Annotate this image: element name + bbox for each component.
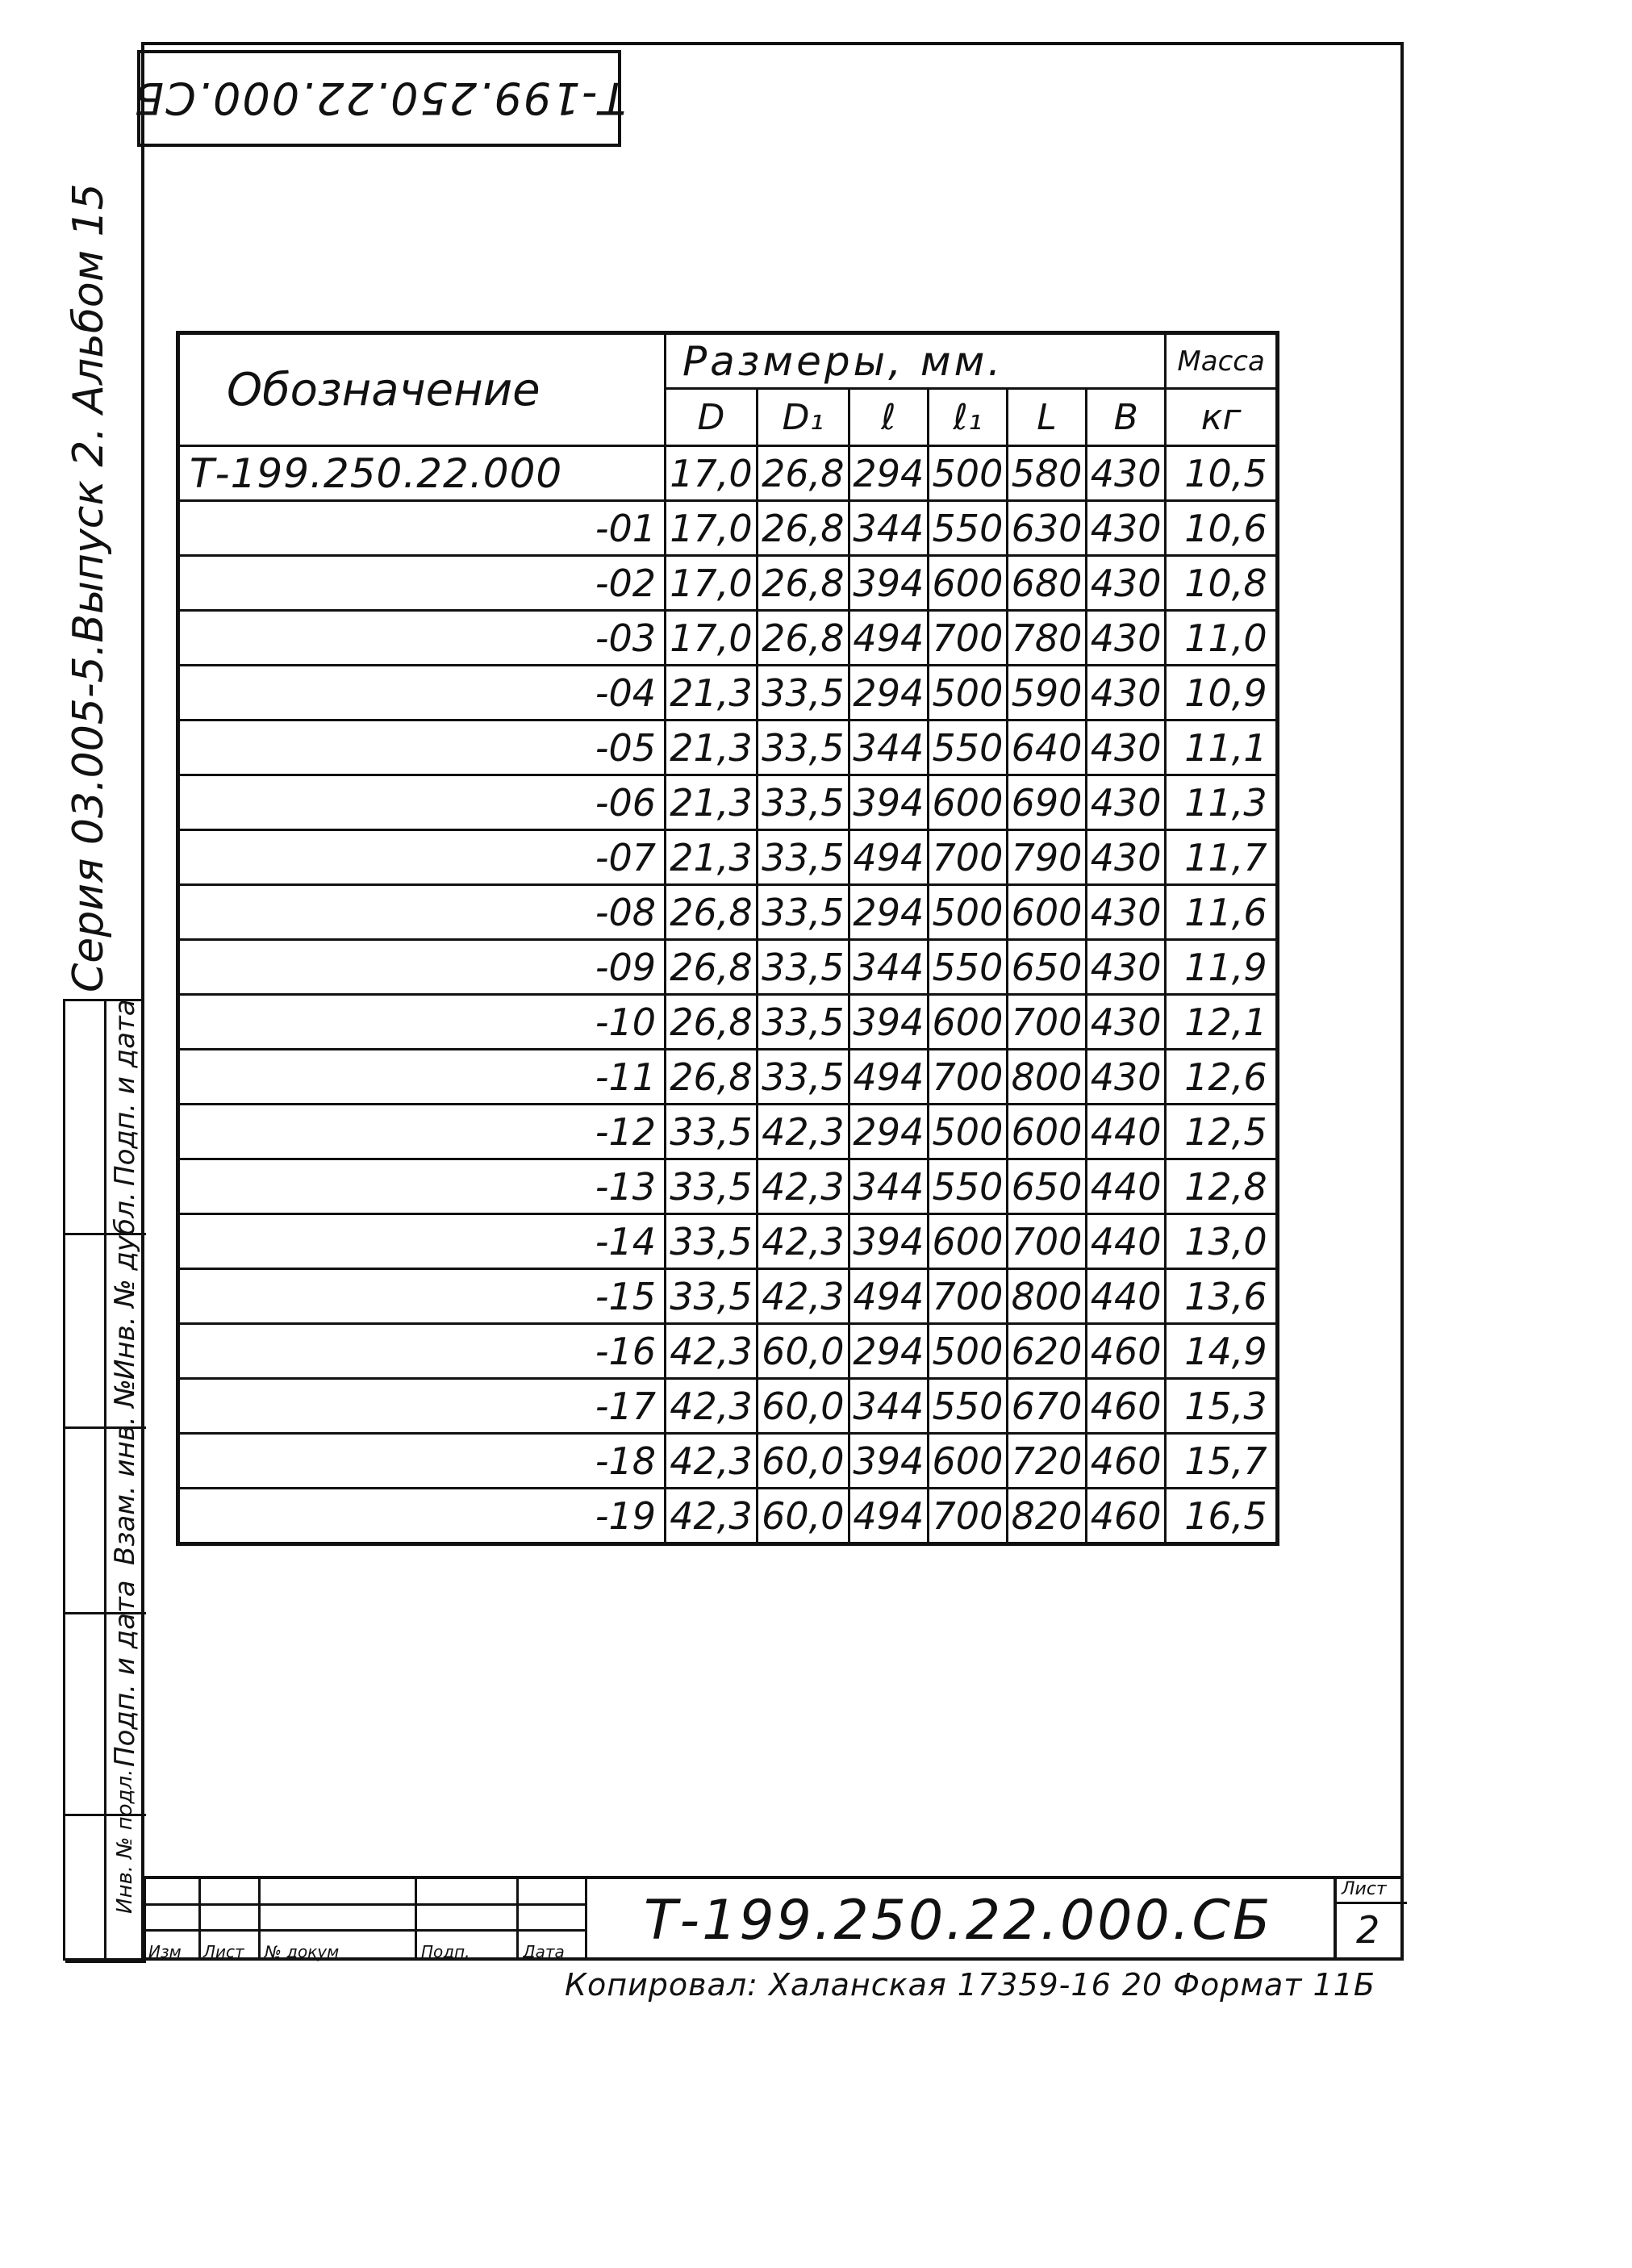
cell-l1: 700 <box>928 1269 1007 1324</box>
cell-m: 13,6 <box>1166 1269 1278 1324</box>
side-label-sign-date-2: Подп. и дата <box>109 1580 141 1767</box>
cell-l: 580 <box>1008 446 1087 501</box>
table-row <box>178 556 1278 611</box>
cell-d1: 42,3 <box>757 1159 849 1214</box>
table-row <box>178 611 1278 666</box>
cell-l: 294 <box>849 446 928 501</box>
cell-l: 600 <box>1008 885 1087 940</box>
cell-m: 10,6 <box>1166 501 1278 556</box>
table-row <box>178 1324 1278 1379</box>
table-row <box>178 1489 1278 1544</box>
cell-l1: 500 <box>928 446 1007 501</box>
cell-m: 12,6 <box>1166 1050 1278 1105</box>
cell-l: 344 <box>849 940 928 995</box>
cell-b: 430 <box>1087 1050 1166 1105</box>
sheet-label: Лист <box>1342 1879 1387 1899</box>
designation-cell: -05 <box>178 720 666 775</box>
cell-d1: 26,8 <box>757 501 849 556</box>
cell-l: 650 <box>1008 940 1087 995</box>
cell-l: 344 <box>849 1159 928 1214</box>
cell-m: 10,5 <box>1166 446 1278 501</box>
cell-d1: 42,3 <box>757 1269 849 1324</box>
cell-d1: 42,3 <box>757 1214 849 1269</box>
side-label-dup-inv: Инв. № дубл. <box>109 1192 141 1380</box>
label-doc-no: № докум <box>265 1942 340 1961</box>
top-code-text: Т-199.250.22.000.СБ <box>132 73 626 124</box>
cell-d: 33,5 <box>666 1214 758 1269</box>
designation-cell: -12 <box>178 1105 666 1159</box>
cell-l1: 500 <box>928 885 1007 940</box>
cell-l: 494 <box>849 830 928 885</box>
cell-d: 42,3 <box>666 1379 758 1434</box>
designation-cell: -16 <box>178 1324 666 1379</box>
cell-d: 33,5 <box>666 1105 758 1159</box>
top-code-stamp <box>132 50 626 147</box>
table-row <box>178 1050 1278 1105</box>
designation-cell: -01 <box>178 501 666 556</box>
cell-l: 700 <box>1008 1214 1087 1269</box>
cell-d: 33,5 <box>666 1159 758 1214</box>
cell-m: 15,3 <box>1166 1379 1278 1434</box>
cell-l: 600 <box>1008 1105 1087 1159</box>
cell-l: 394 <box>849 1214 928 1269</box>
table-row <box>178 995 1278 1050</box>
designation-cell: -19 <box>178 1489 666 1544</box>
mass-header: Масса <box>1166 333 1278 389</box>
cell-m: 14,9 <box>1166 1324 1278 1379</box>
cell-b: 430 <box>1087 775 1166 830</box>
cell-l: 294 <box>849 1105 928 1159</box>
cell-d: 26,8 <box>666 1050 758 1105</box>
cell-m: 11,0 <box>1166 611 1278 666</box>
cell-b: 460 <box>1087 1434 1166 1489</box>
cell-m: 11,3 <box>1166 775 1278 830</box>
designation-cell: -02 <box>178 556 666 611</box>
cell-l: 294 <box>849 666 928 720</box>
cell-m: 13,0 <box>1166 1214 1278 1269</box>
copy-footer: Копировал: Халанская 17359-16 20 Формат 11Б <box>565 1967 1375 2003</box>
cell-l: 650 <box>1008 1159 1087 1214</box>
col-length: L <box>1008 389 1087 446</box>
cell-l: 494 <box>849 611 928 666</box>
cell-d: 26,8 <box>666 995 758 1050</box>
label-date: Дата <box>523 1942 565 1961</box>
cell-l: 630 <box>1008 501 1087 556</box>
col-d: D <box>666 389 758 446</box>
cell-l: 394 <box>849 556 928 611</box>
cell-l: 720 <box>1008 1434 1087 1489</box>
cell-l1: 600 <box>928 1214 1007 1269</box>
cell-d: 21,3 <box>666 775 758 830</box>
cell-l: 494 <box>849 1269 928 1324</box>
cell-l: 640 <box>1008 720 1087 775</box>
designation-cell: -08 <box>178 885 666 940</box>
cell-l: 494 <box>849 1050 928 1105</box>
cell-b: 430 <box>1087 995 1166 1050</box>
table-row <box>178 666 1278 720</box>
col-b: B <box>1087 389 1166 446</box>
designation-cell: -14 <box>178 1214 666 1269</box>
cell-d: 33,5 <box>666 1269 758 1324</box>
sheet-number: 2 <box>1356 1908 1380 1952</box>
cell-d: 17,0 <box>666 446 758 501</box>
cell-l1: 700 <box>928 830 1007 885</box>
table-row <box>178 885 1278 940</box>
table-row <box>178 1379 1278 1434</box>
cell-l1: 700 <box>928 611 1007 666</box>
cell-b: 430 <box>1087 666 1166 720</box>
side-label-orig-inv: Инв. № подл. <box>113 1769 137 1914</box>
cell-d1: 60,0 <box>757 1489 849 1544</box>
cell-l: 344 <box>849 501 928 556</box>
cell-m: 12,5 <box>1166 1105 1278 1159</box>
cell-m: 12,1 <box>1166 995 1278 1050</box>
cell-m: 10,8 <box>1166 556 1278 611</box>
cell-l: 394 <box>849 1434 928 1489</box>
cell-d: 26,8 <box>666 940 758 995</box>
cell-b: 430 <box>1087 885 1166 940</box>
cell-d: 17,0 <box>666 556 758 611</box>
cell-d: 42,3 <box>666 1489 758 1544</box>
side-stamp-column <box>63 999 144 1961</box>
cell-d1: 33,5 <box>757 1050 849 1105</box>
cell-m: 10,9 <box>1166 666 1278 720</box>
cell-m: 11,1 <box>1166 720 1278 775</box>
cell-b: 430 <box>1087 446 1166 501</box>
cell-d: 42,3 <box>666 1434 758 1489</box>
designation-cell: -11 <box>178 1050 666 1105</box>
table-row <box>178 1159 1278 1214</box>
designation-cell: -13 <box>178 1159 666 1214</box>
cell-l: 800 <box>1008 1050 1087 1105</box>
cell-l: 800 <box>1008 1269 1087 1324</box>
cell-l: 620 <box>1008 1324 1087 1379</box>
cell-l: 590 <box>1008 666 1087 720</box>
designation-cell: -10 <box>178 995 666 1050</box>
sheet-box <box>1334 1876 1407 1961</box>
cell-b: 440 <box>1087 1269 1166 1324</box>
table-row <box>178 1434 1278 1489</box>
cell-b: 430 <box>1087 556 1166 611</box>
designation-cell: -04 <box>178 666 666 720</box>
cell-b: 460 <box>1087 1489 1166 1544</box>
table-row <box>178 446 1278 501</box>
title-block-code: Т-199.250.22.000.СБ <box>644 1889 1273 1953</box>
cell-l1: 550 <box>928 1379 1007 1434</box>
designation-cell: -03 <box>178 611 666 666</box>
designation-cell: -17 <box>178 1379 666 1434</box>
cell-b: 430 <box>1087 720 1166 775</box>
cell-d1: 60,0 <box>757 1379 849 1434</box>
cell-l: 394 <box>849 995 928 1050</box>
cell-l1: 600 <box>928 1434 1007 1489</box>
table-row <box>178 940 1278 995</box>
cell-l1: 600 <box>928 775 1007 830</box>
cell-l: 700 <box>1008 995 1087 1050</box>
side-cell-orig-inv <box>65 1769 146 1963</box>
dimensions-table <box>176 331 1279 1546</box>
cell-l1: 700 <box>928 1050 1007 1105</box>
cell-m: 11,7 <box>1166 830 1278 885</box>
col-l1: ℓ₁ <box>928 389 1007 446</box>
cell-l: 494 <box>849 1489 928 1544</box>
cell-d1: 33,5 <box>757 720 849 775</box>
cell-d: 21,3 <box>666 830 758 885</box>
cell-l1: 550 <box>928 1159 1007 1214</box>
table-row <box>178 1269 1278 1324</box>
cell-l1: 600 <box>928 995 1007 1050</box>
cell-l: 394 <box>849 775 928 830</box>
cell-b: 440 <box>1087 1214 1166 1269</box>
revision-grid <box>144 1879 587 1961</box>
designation-header: Обозначение <box>178 333 666 446</box>
col-l: ℓ <box>849 389 928 446</box>
cell-l: 820 <box>1008 1489 1087 1544</box>
cell-d: 21,3 <box>666 666 758 720</box>
designation-cell: -07 <box>178 830 666 885</box>
designation-cell: -09 <box>178 940 666 995</box>
cell-b: 440 <box>1087 1159 1166 1214</box>
dimensions-header: Размеры, мм. <box>666 333 1166 389</box>
label-change: Изм <box>148 1942 182 1961</box>
cell-l: 344 <box>849 720 928 775</box>
cell-l1: 500 <box>928 1105 1007 1159</box>
designation-cell: -18 <box>178 1434 666 1489</box>
cell-d1: 60,0 <box>757 1324 849 1379</box>
cell-m: 16,5 <box>1166 1489 1278 1544</box>
cell-l1: 600 <box>928 556 1007 611</box>
cell-l1: 550 <box>928 501 1007 556</box>
cell-d1: 33,5 <box>757 666 849 720</box>
table-row <box>178 775 1278 830</box>
cell-d1: 60,0 <box>757 1434 849 1489</box>
designation-cell: -15 <box>178 1269 666 1324</box>
cell-d1: 33,5 <box>757 830 849 885</box>
cell-b: 430 <box>1087 940 1166 995</box>
cell-d1: 26,8 <box>757 446 849 501</box>
cell-l1: 500 <box>928 1324 1007 1379</box>
cell-d1: 26,8 <box>757 611 849 666</box>
side-label-replace-inv: Взам. инв. № <box>109 1379 141 1565</box>
cell-d1: 33,5 <box>757 775 849 830</box>
cell-l: 780 <box>1008 611 1087 666</box>
cell-b: 460 <box>1087 1324 1166 1379</box>
table-row <box>178 830 1278 885</box>
cell-l1: 500 <box>928 666 1007 720</box>
table-row <box>178 1214 1278 1269</box>
cell-l: 680 <box>1008 556 1087 611</box>
cell-l: 294 <box>849 885 928 940</box>
cell-d: 42,3 <box>666 1324 758 1379</box>
cell-m: 12,8 <box>1166 1159 1278 1214</box>
cell-m: 11,6 <box>1166 885 1278 940</box>
label-sheet: Лист <box>203 1942 244 1961</box>
cell-b: 430 <box>1087 611 1166 666</box>
cell-b: 460 <box>1087 1379 1166 1434</box>
table-row <box>178 1105 1278 1159</box>
cell-l1: 550 <box>928 720 1007 775</box>
title-block <box>144 1876 1404 1961</box>
cell-l: 344 <box>849 1379 928 1434</box>
col-d1: D₁ <box>757 389 849 446</box>
cell-d1: 33,5 <box>757 995 849 1050</box>
series-label: Серия 03.005-5.Выпуск 2. Альбом 15 <box>65 183 113 992</box>
cell-d: 17,0 <box>666 611 758 666</box>
cell-l: 294 <box>849 1324 928 1379</box>
cell-m: 11,9 <box>1166 940 1278 995</box>
cell-l: 690 <box>1008 775 1087 830</box>
cell-b: 430 <box>1087 501 1166 556</box>
cell-d1: 33,5 <box>757 885 849 940</box>
cell-d1: 33,5 <box>757 940 849 995</box>
cell-l: 670 <box>1008 1379 1087 1434</box>
designation-cell: -06 <box>178 775 666 830</box>
cell-l1: 550 <box>928 940 1007 995</box>
cell-d: 26,8 <box>666 885 758 940</box>
cell-m: 15,7 <box>1166 1434 1278 1489</box>
mass-unit: кг <box>1166 389 1278 446</box>
cell-l1: 700 <box>928 1489 1007 1544</box>
cell-d: 17,0 <box>666 501 758 556</box>
side-label-sign-date-1: Подп. и дата <box>109 999 141 1186</box>
table-row <box>178 501 1278 556</box>
label-sign: Подп. <box>421 1942 470 1961</box>
cell-d1: 42,3 <box>757 1105 849 1159</box>
cell-l: 790 <box>1008 830 1087 885</box>
cell-b: 430 <box>1087 830 1166 885</box>
cell-d: 21,3 <box>666 720 758 775</box>
designation-cell: Т-199.250.22.000 <box>178 446 666 501</box>
cell-d1: 26,8 <box>757 556 849 611</box>
table-row <box>178 720 1278 775</box>
cell-b: 440 <box>1087 1105 1166 1159</box>
